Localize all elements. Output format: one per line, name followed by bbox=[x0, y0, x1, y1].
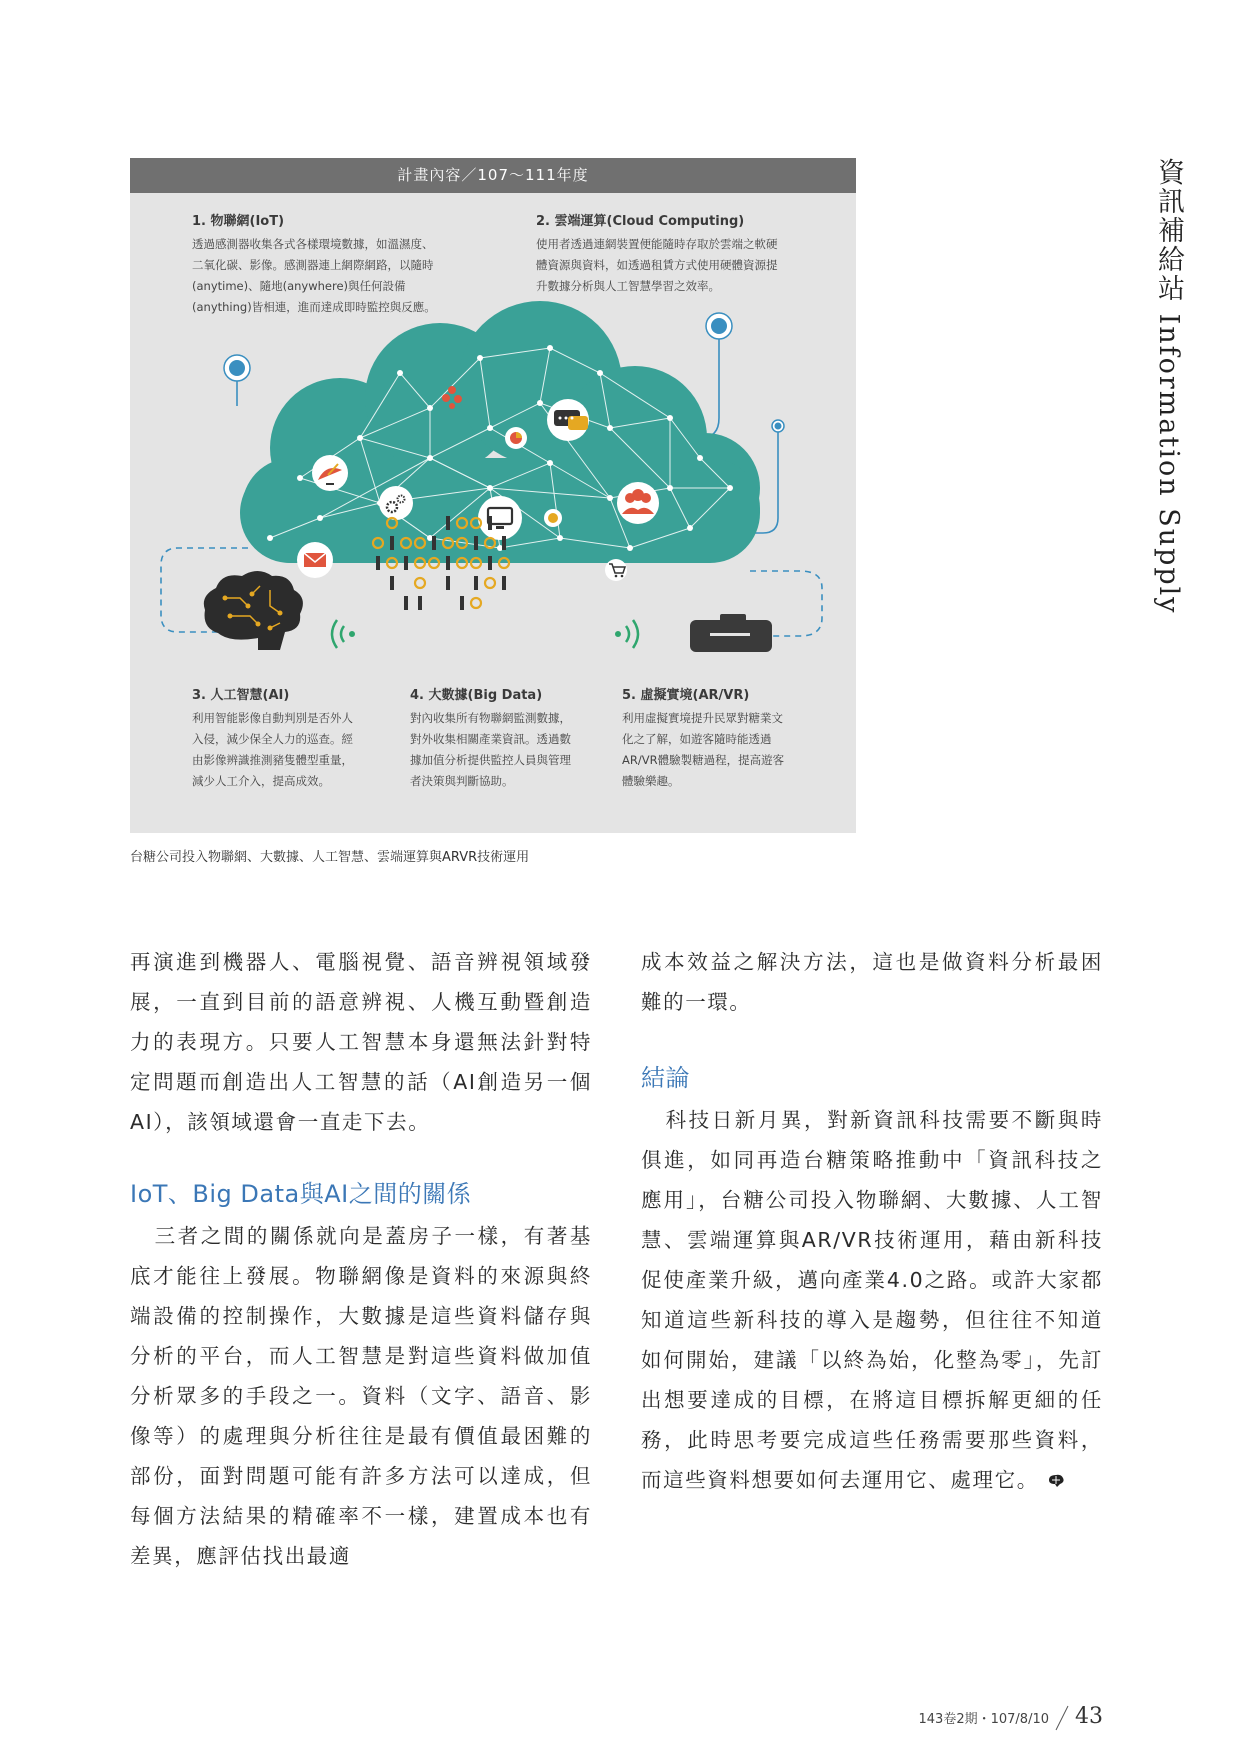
block-iot bbox=[192, 212, 437, 318]
divider-slash bbox=[1055, 1705, 1069, 1731]
block-title: 5. 虛擬實境(AR/VR) bbox=[622, 688, 750, 703]
pie-chart-icon bbox=[505, 427, 527, 449]
gears-icon bbox=[379, 486, 413, 520]
cart-icon bbox=[605, 559, 627, 581]
paragraph: 再演進到機器人、電腦視覺、語音辨視領域發展，一直到目前的語意辨視、人機互動暨創造力的表現方。只要人工智慧本身還無法針對特定問題而創造出人工智慧的話（AI創造另一個AI），該領域還會一直走下去。 bbox=[130, 950, 592, 1134]
block-arvr bbox=[622, 686, 792, 792]
block-ai bbox=[192, 686, 362, 792]
block-body: 使用者透過連網裝置便能隨時存取於雲端之軟硬體資源與資料，如透過租賃方式使用硬體資源提升數據分析與人工智慧學習之效率。 bbox=[536, 237, 778, 293]
issue-info: 143卷2期・107/8/10 bbox=[918, 1712, 1049, 1727]
connector-dot bbox=[706, 313, 732, 339]
end-mark-icon bbox=[1047, 1474, 1065, 1488]
block-cloud bbox=[536, 212, 786, 297]
vr-headset-icon bbox=[690, 614, 772, 652]
block-title: 2. 雲端運算(Cloud Computing) bbox=[536, 214, 745, 229]
section-heading: 結論 bbox=[641, 1064, 690, 1092]
figure-header: 計畫內容／107～111年度 bbox=[130, 158, 856, 193]
wifi-right-icon bbox=[615, 620, 638, 648]
block-title: 3. 人工智慧(AI) bbox=[192, 688, 290, 703]
paragraph-text: 科技日新月異，對新資訊科技需要不斷與時俱進，如同再造台糖策略推動中「資訊科技之應用」，台糖公司投入物聯網、大數據、人工智慧、雲端運算與AR/VR技術運用，藉由新科技促使產業升級，邁向產業4.0之路。或許大家都知道這些新科技的導入是趨勢，但往往不知道如何開始，建議「以終為始，化整為零」，先訂出想要達成的目標，在將這目標拆解更細的任務，此時思考要完成這些任務需要那些資料，而這些資料想要如何去運用它、處理它。 bbox=[641, 1108, 1103, 1492]
right-column bbox=[641, 942, 1103, 1500]
mail-icon bbox=[297, 542, 333, 578]
monitor-icon bbox=[478, 496, 522, 540]
chat-small-icon bbox=[544, 509, 562, 527]
figure-caption: 台糖公司投入物聯網、大數據、人工智慧、雲端運算與ARVR技術運用 bbox=[130, 850, 530, 865]
chat-icon bbox=[547, 399, 589, 441]
section-title: 資訊補給站 Information Supply bbox=[1153, 158, 1184, 615]
paragraph: 三者之間的關係就向是蓋房子一樣，有著基底才能往上發展。物聯網像是資料的來源與終端設備的控制操作，大數據是這些資料儲存與分析的平台，而人工智慧是對這些資料做加值分析眾多的手段之一。資料（文字、語音、影像等）的處理與分析往往是最有價值最困難的部份，面對問題可能有許多方法可以達成，但每個方法結果的精確率不一樣，建置成本也有差異，應評估找出最適 bbox=[130, 1224, 592, 1568]
section-heading: IoT、Big Data與AI之間的關係 bbox=[130, 1180, 472, 1208]
connector-dot bbox=[224, 355, 250, 381]
block-body: 透過感測器收集各式各樣環境數據，如溫濕度、二氧化碳、影像。感測器連上網際網路，以隨時(anytime)、隨地(anywhere)與任何設備(anything)皆相連，進而達成即時監控與反應。 bbox=[192, 237, 436, 314]
page-number: 43 bbox=[1075, 1704, 1103, 1729]
paragraph: 成本效益之解決方法，這也是做資料分析最困難的一環。 bbox=[641, 950, 1103, 1014]
block-bigdata bbox=[410, 686, 582, 792]
block-body: 利用智能影像自動判別是否外人入侵，減少保全人力的巡查。經由影像辨識推測豬隻體型重量，減少人工介入，提高成效。 bbox=[192, 711, 353, 788]
infographic bbox=[130, 158, 856, 833]
satellite-dish-icon bbox=[312, 455, 348, 491]
people-icon bbox=[617, 482, 659, 524]
block-body: 對內收集所有物聯網監測數據，對外收集相關產業資訊。透過數據加值分析提供監控人員與管理者決策與判斷協助。 bbox=[410, 711, 571, 788]
block-title: 1. 物聯網(IoT) bbox=[192, 214, 285, 229]
block-body: 利用虛擬實境提升民眾對糖業文化之了解，如遊客隨時能透過AR/VR體驗製糖過程，提高遊客體驗樂趣。 bbox=[622, 711, 785, 788]
left-column bbox=[130, 942, 592, 1576]
block-title: 4. 大數據(Big Data) bbox=[410, 688, 543, 703]
wifi-left-icon bbox=[332, 620, 355, 648]
connector-dot bbox=[772, 420, 784, 432]
paragraph bbox=[641, 1100, 1103, 1500]
brain-circuit-icon bbox=[204, 571, 303, 650]
page-footer bbox=[919, 1704, 1103, 1731]
